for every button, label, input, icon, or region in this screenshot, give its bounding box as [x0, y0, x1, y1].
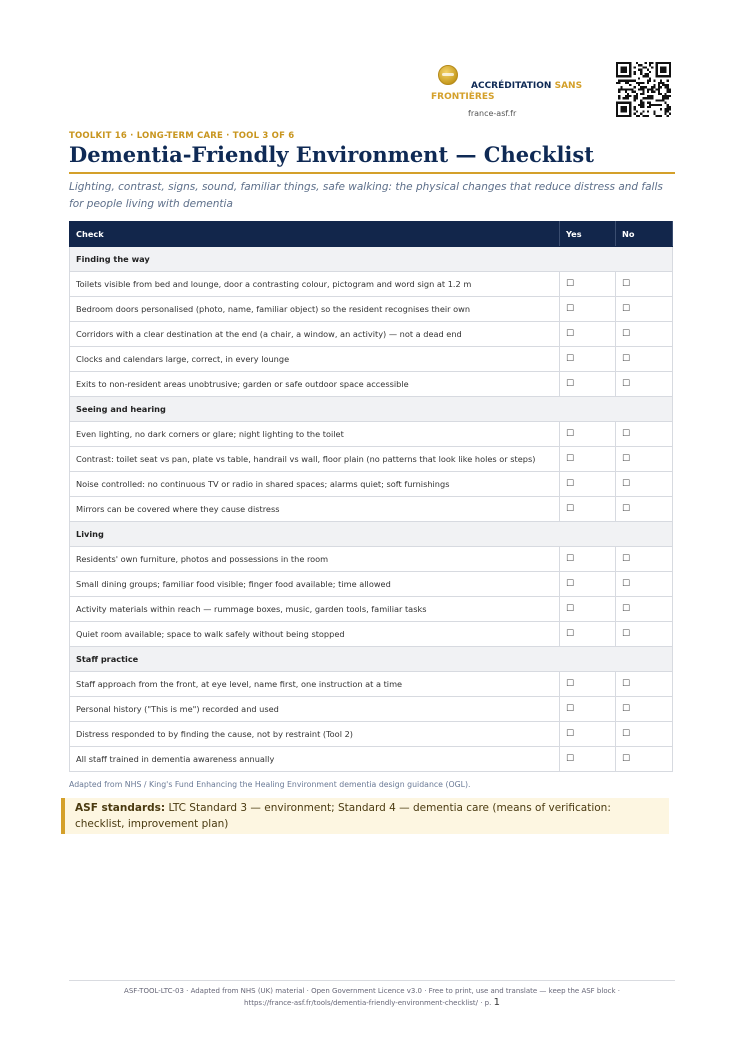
standards-label: ASF standards: [75, 802, 166, 814]
section-row [70, 397, 673, 422]
check-item-text: Corridors with a clear destination at the end (a chair, a window, an activity) — not a dead end [70, 322, 560, 347]
brand-name-part2: SANS FRONTIÈRES [431, 81, 583, 102]
table-row [70, 697, 673, 722]
brand-url: france-asf.fr [468, 109, 517, 118]
no-checkbox[interactable]: ☐ [616, 347, 673, 372]
brand-name [431, 81, 591, 103]
source-note: Adapted from NHS / King's Fund Enhancing the Healing Environment dementia design guidance (OGL). [69, 780, 471, 789]
table-row [70, 547, 673, 572]
column-header-check: Check [70, 222, 560, 247]
no-checkbox[interactable]: ☐ [616, 622, 673, 647]
table-row [70, 747, 673, 772]
brand-name-part1: ACCRÉDITATION [471, 81, 552, 91]
checklist-table [69, 221, 673, 772]
yes-checkbox[interactable]: ☐ [560, 547, 616, 572]
table-row [70, 622, 673, 647]
table-row [70, 722, 673, 747]
table-row [70, 472, 673, 497]
no-checkbox[interactable]: ☐ [616, 272, 673, 297]
check-item-text: Even lighting, no dark corners or glare; night lighting to the toilet [70, 422, 560, 447]
yes-checkbox[interactable]: ☐ [560, 747, 616, 772]
section-row [70, 247, 673, 272]
yes-checkbox[interactable]: ☐ [560, 347, 616, 372]
no-checkbox[interactable]: ☐ [616, 572, 673, 597]
no-checkbox[interactable]: ☐ [616, 322, 673, 347]
yes-checkbox[interactable]: ☐ [560, 697, 616, 722]
qr-code-icon [616, 62, 671, 117]
check-item-text: Staff approach from the front, at eye level, name first, one instruction at a time [70, 672, 560, 697]
check-item-text: Noise controlled: no continuous TV or radio in shared spaces; alarms quiet; soft furnishings [70, 472, 560, 497]
yes-checkbox[interactable]: ☐ [560, 297, 616, 322]
page-header [0, 0, 745, 125]
page-title: Dementia-Friendly Environment — Checklist [69, 142, 594, 167]
table-row [70, 422, 673, 447]
table-row [70, 322, 673, 347]
check-item-text: Mirrors can be covered where they cause distress [70, 497, 560, 522]
no-checkbox[interactable]: ☐ [616, 372, 673, 397]
no-checkbox[interactable]: ☐ [616, 747, 673, 772]
yes-checkbox[interactable]: ☐ [560, 597, 616, 622]
check-item-text: Contrast: toilet seat vs pan, plate vs table, handrail vs wall, floor plain (no patterns that look like holes or steps) [70, 447, 560, 472]
yes-checkbox[interactable]: ☐ [560, 722, 616, 747]
page-number: 1 [493, 997, 500, 1008]
no-checkbox[interactable]: ☐ [616, 722, 673, 747]
no-checkbox[interactable]: ☐ [616, 297, 673, 322]
footer-line-2: https://france-asf.fr/tools/dementia-friendly-environment-checklist/ · p. [244, 999, 492, 1007]
table-row [70, 572, 673, 597]
check-item-text: Activity materials within reach — rummage boxes, music, garden tools, familiar tasks [70, 597, 560, 622]
yes-checkbox[interactable]: ☐ [560, 672, 616, 697]
footer-line-1: ASF-TOOL-LTC-03 · Adapted from NHS (UK) material · Open Government Licence v3.0 · Free to print, use and translate — keep the ASF block · [124, 987, 620, 995]
check-item-text: Quiet room available; space to walk safely without being stopped [70, 622, 560, 647]
yes-checkbox[interactable]: ☐ [560, 497, 616, 522]
no-checkbox[interactable]: ☐ [616, 597, 673, 622]
check-item-text: Exits to non-resident areas unobtrusive; garden or safe outdoor space accessible [70, 372, 560, 397]
footer-divider [69, 980, 675, 981]
check-item-text: Toilets visible from bed and lounge, door a contrasting colour, pictogram and word sign at 1.2 m [70, 272, 560, 297]
no-checkbox[interactable]: ☐ [616, 697, 673, 722]
page-subtitle: Lighting, contrast, signs, sound, familiar things, safe walking: the physical changes that reduce distress and falls for people living with dementia [69, 181, 663, 210]
yes-checkbox[interactable]: ☐ [560, 372, 616, 397]
section-title: Finding the way [70, 247, 673, 272]
table-row [70, 497, 673, 522]
toolkit-line: TOOLKIT 16 · LONG-TERM CARE · TOOL 3 OF 6 [69, 131, 295, 141]
table-row [70, 372, 673, 397]
table-header-row [70, 222, 673, 247]
section-title: Staff practice [70, 647, 673, 672]
check-item-text: Bedroom doors personalised (photo, name, familiar object) so the resident recognises their own [70, 297, 560, 322]
yes-checkbox[interactable]: ☐ [560, 572, 616, 597]
section-title: Living [70, 522, 673, 547]
column-header-no: No [616, 222, 673, 247]
check-item-text: Residents' own furniture, photos and possessions in the room [70, 547, 560, 572]
title-divider [69, 172, 675, 174]
section-title: Seeing and hearing [70, 397, 673, 422]
table-row [70, 297, 673, 322]
check-item-text: All staff trained in dementia awareness annually [70, 747, 560, 772]
check-item-text: Personal history ("This is me") recorded and used [70, 697, 560, 722]
check-item-text: Clocks and calendars large, correct, in every lounge [70, 347, 560, 372]
section-row [70, 522, 673, 547]
table-row [70, 272, 673, 297]
yes-checkbox[interactable]: ☐ [560, 322, 616, 347]
page-footer [69, 986, 675, 1009]
table-row [70, 447, 673, 472]
yes-checkbox[interactable]: ☐ [560, 622, 616, 647]
table-row [70, 597, 673, 622]
check-item-text: Small dining groups; familiar food visible; finger food available; time allowed [70, 572, 560, 597]
check-item-text: Distress responded to by finding the cause, not by restraint (Tool 2) [70, 722, 560, 747]
asf-standards-box [61, 798, 669, 834]
yes-checkbox[interactable]: ☐ [560, 472, 616, 497]
yes-checkbox[interactable]: ☐ [560, 422, 616, 447]
table-row [70, 672, 673, 697]
no-checkbox[interactable]: ☐ [616, 497, 673, 522]
standards-text: LTC Standard 3 — environment; Standard 4 — dementia care (means of verification: checklist, improvement plan) [75, 802, 611, 830]
no-checkbox[interactable]: ☐ [616, 422, 673, 447]
column-header-yes: Yes [560, 222, 616, 247]
section-row [70, 647, 673, 672]
checklist-body [70, 247, 673, 772]
no-checkbox[interactable]: ☐ [616, 672, 673, 697]
no-checkbox[interactable]: ☐ [616, 547, 673, 572]
no-checkbox[interactable]: ☐ [616, 447, 673, 472]
yes-checkbox[interactable]: ☐ [560, 447, 616, 472]
no-checkbox[interactable]: ☐ [616, 472, 673, 497]
yes-checkbox[interactable]: ☐ [560, 272, 616, 297]
table-row [70, 347, 673, 372]
